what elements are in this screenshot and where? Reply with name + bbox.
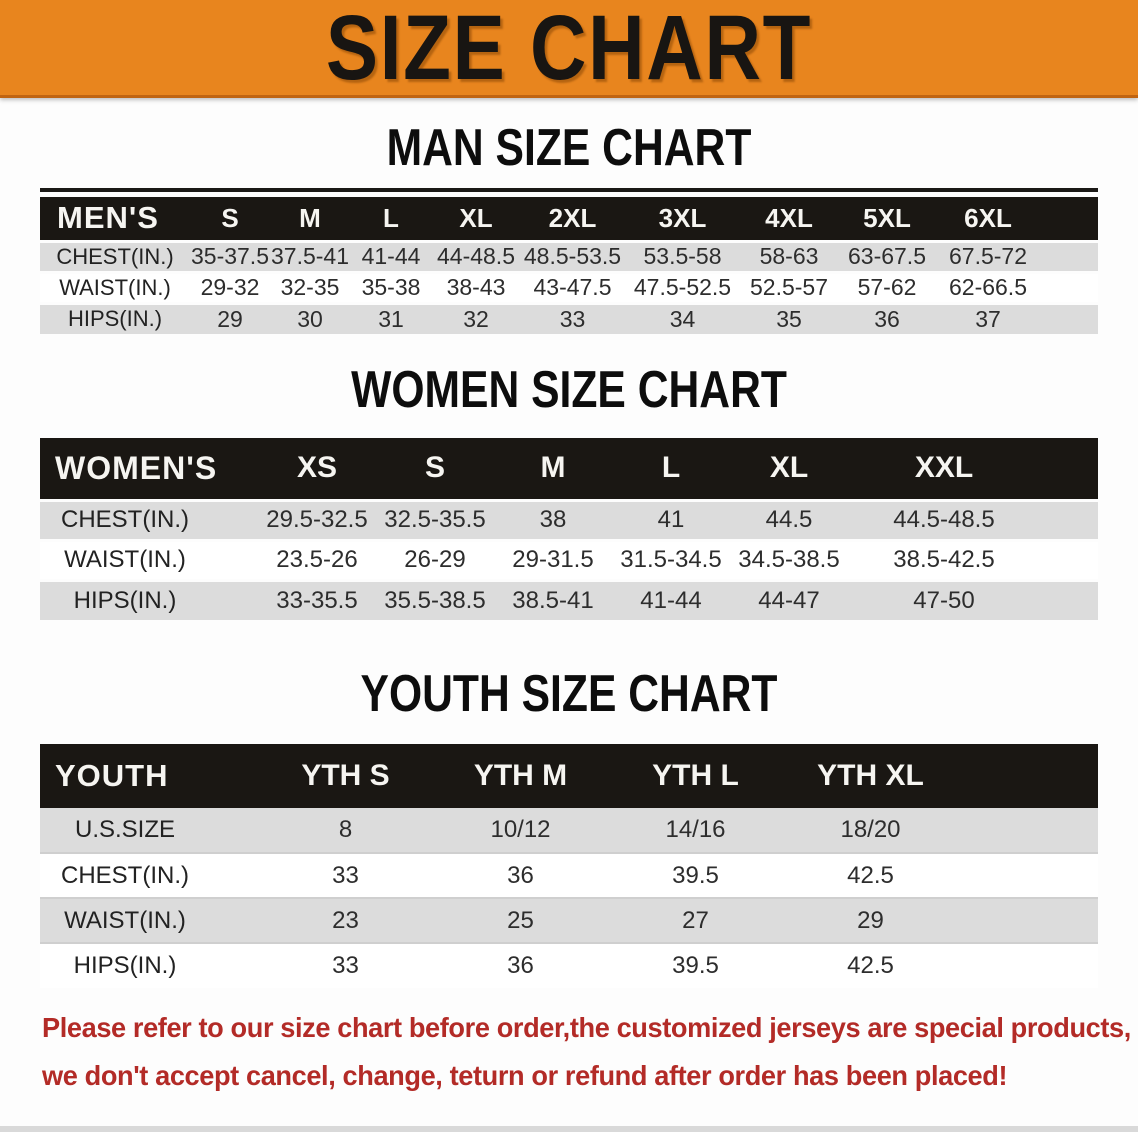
- youth-size-table: [40, 744, 1098, 988]
- size-value: 29-32: [200, 274, 260, 300]
- filler-cell: [1040, 438, 1098, 500]
- size-column-header: 6XL: [964, 202, 1012, 233]
- size-value: 36: [874, 305, 900, 332]
- table-group-label: MEN'S: [57, 200, 159, 236]
- size-column-header: L: [661, 451, 681, 485]
- measurement-row: [40, 943, 1098, 988]
- men-size-table: [40, 197, 1098, 334]
- size-value: 31: [378, 305, 404, 332]
- size-value: 47-50: [913, 586, 975, 614]
- size-value: 31.5-34.5: [620, 546, 722, 573]
- size-value: 36: [507, 952, 534, 979]
- row-label: HIPS(IN.): [67, 306, 163, 332]
- size-value: 44-48.5: [436, 243, 515, 269]
- disclaimer-line-1: Please refer to our size chart before order,the customized jerseys are special products,: [42, 1012, 1131, 1043]
- size-value: 36: [507, 861, 534, 889]
- size-value: 29: [217, 305, 243, 332]
- filler-cell: [958, 943, 1098, 988]
- size-table-header-row: [40, 197, 1098, 241]
- filler-cell: [958, 853, 1098, 898]
- size-value: 35.5-38.5: [384, 586, 486, 614]
- size-value: 67.5-72: [948, 243, 1027, 269]
- filler-cell: [1040, 540, 1098, 580]
- size-column-header: XL: [459, 202, 493, 233]
- size-column-header: M: [299, 202, 321, 233]
- size-value: 35-38: [361, 274, 421, 300]
- size-column-header: 2XL: [548, 202, 597, 233]
- size-value: 33: [332, 861, 359, 889]
- size-value: 53.5-58: [643, 243, 722, 269]
- size-column-header: S: [221, 202, 239, 233]
- measurement-row: [40, 580, 1098, 620]
- size-table-header-row: [40, 438, 1098, 500]
- size-value: 38.5-42.5: [893, 546, 995, 573]
- women-chart-title: WOMEN SIZE CHART: [351, 361, 787, 419]
- size-value: 29: [857, 906, 884, 934]
- men-chart-title: MAN SIZE CHART: [386, 119, 752, 177]
- size-value: 63-67.5: [847, 243, 926, 269]
- filler-cell: [1040, 303, 1098, 334]
- size-column-header: XXL: [914, 451, 974, 485]
- size-column-header: YTH XL: [817, 759, 924, 792]
- row-label: HIPS(IN.): [73, 952, 177, 979]
- size-value: 14/16: [665, 816, 726, 843]
- size-value: 39.5: [672, 861, 719, 889]
- row-label: U.S.SIZE: [74, 816, 176, 843]
- size-value: 57-62: [857, 274, 917, 300]
- size-value: 33: [332, 952, 359, 979]
- size-chart-banner: [0, 0, 1138, 98]
- size-column-header: L: [383, 202, 399, 233]
- filler-cell: [958, 744, 1098, 808]
- size-value: 58-63: [759, 243, 819, 269]
- size-value: 41-44: [361, 243, 421, 269]
- size-column-header: S: [424, 451, 445, 485]
- size-column-header: 4XL: [765, 202, 813, 233]
- size-column-header: YTH M: [473, 759, 568, 792]
- filler-cell: [1040, 272, 1098, 303]
- size-column-header: 3XL: [658, 202, 707, 233]
- size-value: 47.5-52.5: [633, 274, 732, 300]
- men-table-top-rule: [40, 188, 1098, 192]
- row-label: CHEST(IN.): [56, 243, 174, 269]
- measurement-row: [40, 540, 1098, 580]
- disclaimer-text: [42, 1004, 1138, 1100]
- size-value: 38.5-41: [512, 586, 594, 614]
- measurement-row: [40, 303, 1098, 334]
- size-value: 62-66.5: [948, 274, 1027, 300]
- youth-chart-title: YOUTH SIZE CHART: [360, 665, 778, 723]
- size-value: 48.5-53.5: [523, 243, 622, 269]
- size-value: 27: [682, 906, 709, 934]
- size-value: 41: [657, 506, 685, 533]
- size-value: 35: [776, 305, 802, 332]
- measurement-row: [40, 853, 1098, 898]
- measurement-row: [40, 241, 1098, 272]
- size-value: 23: [332, 906, 359, 934]
- size-value: 41-44: [640, 586, 702, 614]
- size-column-header: XS: [296, 451, 338, 485]
- women-size-table: [40, 438, 1098, 620]
- size-value: 43-47.5: [533, 274, 612, 300]
- bottom-shadow-strip: [0, 1126, 1138, 1132]
- filler-cell: [1040, 197, 1098, 241]
- size-column-header: YTH S: [301, 759, 390, 792]
- size-value: 32: [463, 305, 489, 332]
- filler-cell: [1040, 500, 1098, 540]
- size-value: 32.5-35.5: [384, 506, 486, 533]
- row-label: CHEST(IN.): [61, 861, 189, 889]
- size-value: 42.5: [847, 861, 894, 889]
- filler-cell: [1040, 241, 1098, 272]
- size-value: 44.5: [765, 506, 813, 533]
- measurement-row: [40, 898, 1098, 943]
- size-value: 34: [669, 305, 696, 332]
- size-value: 38-43: [446, 274, 506, 300]
- size-value: 29-31.5: [512, 546, 594, 573]
- size-value: 18/20: [840, 816, 901, 843]
- size-value: 25: [507, 906, 534, 934]
- size-value: 37.5-41: [270, 243, 349, 269]
- row-label: WAIST(IN.): [59, 274, 171, 300]
- size-value: 39.5: [672, 952, 719, 979]
- size-table-header-row: [40, 744, 1098, 808]
- size-value: 52.5-57: [749, 274, 828, 300]
- size-value: 44.5-48.5: [893, 506, 995, 533]
- size-value: 23.5-26: [276, 546, 358, 573]
- banner-title: SIZE CHART: [325, 0, 813, 99]
- size-column-header: M: [540, 451, 566, 485]
- size-column-header: 5XL: [863, 202, 911, 233]
- size-value: 30: [297, 305, 323, 332]
- size-column-header: YTH L: [652, 759, 739, 792]
- disclaimer-line-2: we don't accept cancel, change, teturn or refund after order has been placed!: [42, 1060, 1008, 1091]
- row-label: WAIST(IN.): [64, 906, 186, 934]
- size-value: 32-35: [280, 274, 340, 300]
- size-value: 33-35.5: [276, 586, 358, 614]
- table-group-label: WOMEN'S: [55, 449, 218, 486]
- size-value: 37: [975, 305, 1001, 332]
- size-value: 10/12: [490, 816, 551, 843]
- row-label: HIPS(IN.): [73, 586, 177, 614]
- filler-cell: [958, 808, 1098, 853]
- size-value: 34.5-38.5: [738, 546, 840, 573]
- size-value: 35-37.5: [190, 243, 269, 269]
- size-value: 26-29: [404, 546, 466, 573]
- size-value: 42.5: [847, 952, 894, 979]
- table-group-label: YOUTH: [55, 758, 169, 793]
- filler-cell: [958, 898, 1098, 943]
- measurement-row: [40, 272, 1098, 303]
- measurement-row: [40, 808, 1098, 853]
- size-column-header: XL: [769, 451, 809, 485]
- filler-cell: [1040, 580, 1098, 620]
- measurement-row: [40, 500, 1098, 540]
- row-label: WAIST(IN.): [64, 546, 186, 573]
- size-value: 8: [338, 816, 353, 843]
- size-value: 33: [559, 305, 586, 332]
- size-value: 38: [539, 506, 567, 533]
- row-label: CHEST(IN.): [61, 506, 189, 533]
- size-value: 29.5-32.5: [266, 506, 368, 533]
- size-value: 44-47: [758, 586, 820, 614]
